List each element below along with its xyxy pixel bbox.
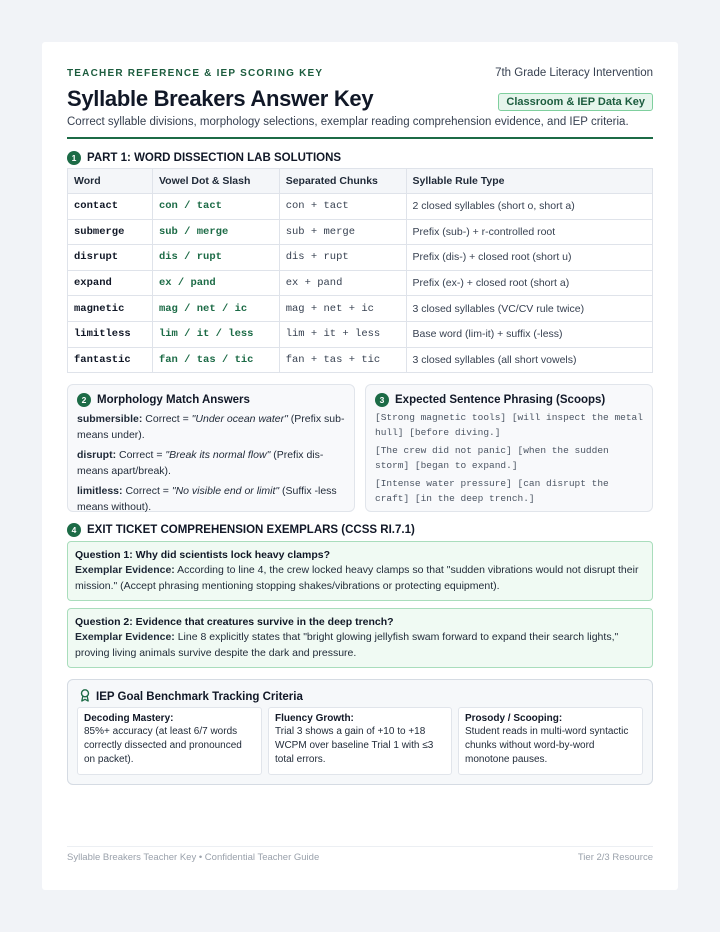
part2-heading	[77, 393, 345, 407]
morph-quote: "No visible end or limit"	[171, 485, 280, 497]
cell-slash: ex / pand	[152, 270, 279, 296]
part1-heading	[67, 151, 341, 165]
part3-number-badge: 3	[375, 393, 389, 407]
iep-criterion-fluency	[268, 707, 452, 775]
cell-word: fantastic	[68, 347, 153, 373]
cell-rule: Prefix (ex-) + closed root (short a)	[406, 270, 652, 296]
morph-pre: Correct =	[116, 449, 166, 461]
part4-number-badge: 4	[67, 523, 81, 537]
footer-divider	[67, 846, 653, 847]
col-header-rule: Syllable Rule Type	[406, 169, 652, 194]
part4-heading-text: EXIT TICKET COMPREHENSION EXEMPLARS (CCSS RI.7.1)	[87, 524, 415, 536]
table-row	[68, 296, 653, 322]
table-row	[68, 321, 653, 347]
cell-word: expand	[68, 270, 153, 296]
iep-heading	[80, 689, 303, 705]
table-row	[68, 347, 653, 373]
iep-criterion-label: Fluency Growth:	[275, 713, 354, 724]
exemplar-label: Exemplar Evidence:	[75, 564, 175, 576]
morphology-card	[67, 384, 355, 512]
morph-answer-item	[77, 447, 345, 479]
answer-key-page	[42, 42, 678, 890]
cell-chunks: fan + tas + tic	[279, 347, 406, 373]
cell-slash: sub / merge	[152, 219, 279, 245]
exemplar-answer	[75, 563, 645, 594]
table-row	[68, 270, 653, 296]
cell-rule: 3 closed syllables (all short vowels)	[406, 347, 652, 373]
cell-chunks: ex + pand	[279, 270, 406, 296]
morph-term: disrupt:	[77, 449, 117, 461]
table-row	[68, 194, 653, 220]
iep-criterion-decoding	[77, 707, 262, 775]
col-header-chunks: Separated Chunks	[279, 169, 406, 194]
morph-pre: Correct =	[142, 413, 192, 425]
footer-right: Tier 2/3 Resource	[577, 852, 653, 863]
col-header-word: Word	[68, 169, 153, 194]
cell-word: limitless	[68, 321, 153, 347]
cell-slash: mag / net / ic	[152, 296, 279, 322]
cell-rule: Base word (lim-it) + suffix (-less)	[406, 321, 652, 347]
header-row	[67, 68, 653, 82]
iep-criterion-text: 85%+ accuracy (at least 6/7 words correctly dissected and pronounced on packet).	[84, 726, 242, 765]
cell-word: disrupt	[68, 245, 153, 271]
morph-post: (Prefix sub- means under).	[77, 413, 345, 441]
cell-slash: con / tact	[152, 194, 279, 220]
part1-heading-text: PART 1: WORD DISSECTION LAB SOLUTIONS	[87, 152, 342, 164]
iep-criterion-text: Trial 3 shows a gain of +10 to +18 WCPM over baseline Trial 1 with ≤3 total errors.	[275, 726, 434, 765]
part2-number-badge: 2	[77, 393, 91, 407]
iep-criterion-label: Decoding Mastery:	[84, 713, 174, 724]
cell-slash: dis / rupt	[152, 245, 279, 271]
part3-heading	[375, 393, 643, 407]
morph-answer-item	[77, 411, 345, 443]
cell-rule: Prefix (sub-) + r-controlled root	[406, 219, 652, 245]
part4-heading	[67, 523, 415, 537]
eyebrow-label: TEACHER REFERENCE & IEP SCORING KEY	[67, 68, 324, 79]
morph-pre: Correct =	[122, 485, 172, 497]
exemplar-label: Exemplar Evidence:	[75, 631, 175, 643]
iep-criterion-label: Prosody / Scooping:	[465, 713, 563, 724]
cell-word: contact	[68, 194, 153, 220]
morph-post: (Prefix dis- means apart/break).	[77, 449, 324, 477]
morph-post: (Suffix -less means without).	[77, 485, 337, 513]
footer-left: Syllable Breakers Teacher Key • Confidential Teacher Guide	[67, 852, 320, 863]
exemplar-card-2	[67, 608, 653, 668]
cell-rule: Prefix (dis-) + closed root (short u)	[406, 245, 652, 271]
morph-term: limitless:	[77, 485, 123, 497]
exemplar-answer-text: According to line 4, the crew locked heavy clamps so that "sudden vibrations would not disrupt their mission." (Accept phrasing mentioning stopping shakes/vibrations or protecting equipment).	[75, 564, 639, 592]
morph-quote: "Under ocean water"	[191, 413, 288, 425]
ribbon-icon	[80, 689, 90, 705]
cell-rule: 3 closed syllables (VC/CV rule twice)	[406, 296, 652, 322]
cell-chunks: mag + net + ic	[279, 296, 406, 322]
cell-chunks: lim + it + less	[279, 321, 406, 347]
cell-rule: 2 closed syllables (short o, short a)	[406, 194, 652, 220]
phrasing-line: [Strong magnetic tools] [will inspect the metal hull] [before diving.]	[375, 412, 643, 438]
data-key-badge: Classroom & IEP Data Key	[498, 93, 653, 111]
part2-heading-text: Morphology Match Answers	[97, 394, 250, 406]
iep-benchmark-panel	[67, 679, 653, 785]
cell-word: submerge	[68, 219, 153, 245]
page-title: Syllable Breakers Answer Key	[67, 86, 374, 111]
iep-heading-text: IEP Goal Benchmark Tracking Criteria	[96, 691, 303, 703]
exemplar-card-1	[67, 541, 653, 601]
part3-heading-text: Expected Sentence Phrasing (Scoops)	[395, 394, 606, 406]
cell-slash: lim / it / less	[152, 321, 279, 347]
cell-chunks: con + tact	[279, 194, 406, 220]
iep-criterion-text: Student reads in multi-word syntactic chunks without word-by-word monotone pauses.	[465, 726, 629, 765]
iep-criterion-prosody	[458, 707, 643, 775]
phrasing-line: [The crew did not panic] [when the sudden storm] [began to expand.]	[375, 445, 609, 471]
part1-number-badge: 1	[67, 151, 81, 165]
cell-word: magnetic	[68, 296, 153, 322]
col-header-vowel-slash: Vowel Dot & Slash	[152, 169, 279, 194]
phrasing-card	[365, 384, 653, 512]
morph-quote: "Break its normal flow"	[165, 449, 271, 461]
exemplar-answer-text: Line 8 explicitly states that "bright glowing jellyfish swam forward to expand their search lights," proving living animals survive despite the dark and pressure.	[75, 631, 619, 659]
table-row	[68, 245, 653, 271]
page-subtitle: Correct syllable divisions, morphology selections, exemplar reading comprehension evidence, and IEP criteria.	[67, 116, 629, 128]
morph-term: submersible:	[77, 413, 143, 425]
header-divider	[67, 137, 653, 139]
cell-slash: fan / tas / tic	[152, 347, 279, 373]
cell-chunks: sub + merge	[279, 219, 406, 245]
word-dissection-table	[67, 168, 653, 373]
exemplar-question: Question 2: Evidence that creatures survive in the deep trench?	[75, 616, 394, 628]
phrasing-line: [Intense water pressure] [can disrupt the craft] [in the deep trench.]	[375, 478, 609, 504]
morph-answer-item	[77, 483, 345, 515]
table-row	[68, 219, 653, 245]
exemplar-answer	[75, 630, 645, 661]
exemplar-question: Question 1: Why did scientists lock heavy clamps?	[75, 549, 330, 561]
cell-chunks: dis + rupt	[279, 245, 406, 271]
table-header-row	[68, 169, 653, 194]
grade-label: 7th Grade Literacy Intervention	[495, 67, 653, 79]
